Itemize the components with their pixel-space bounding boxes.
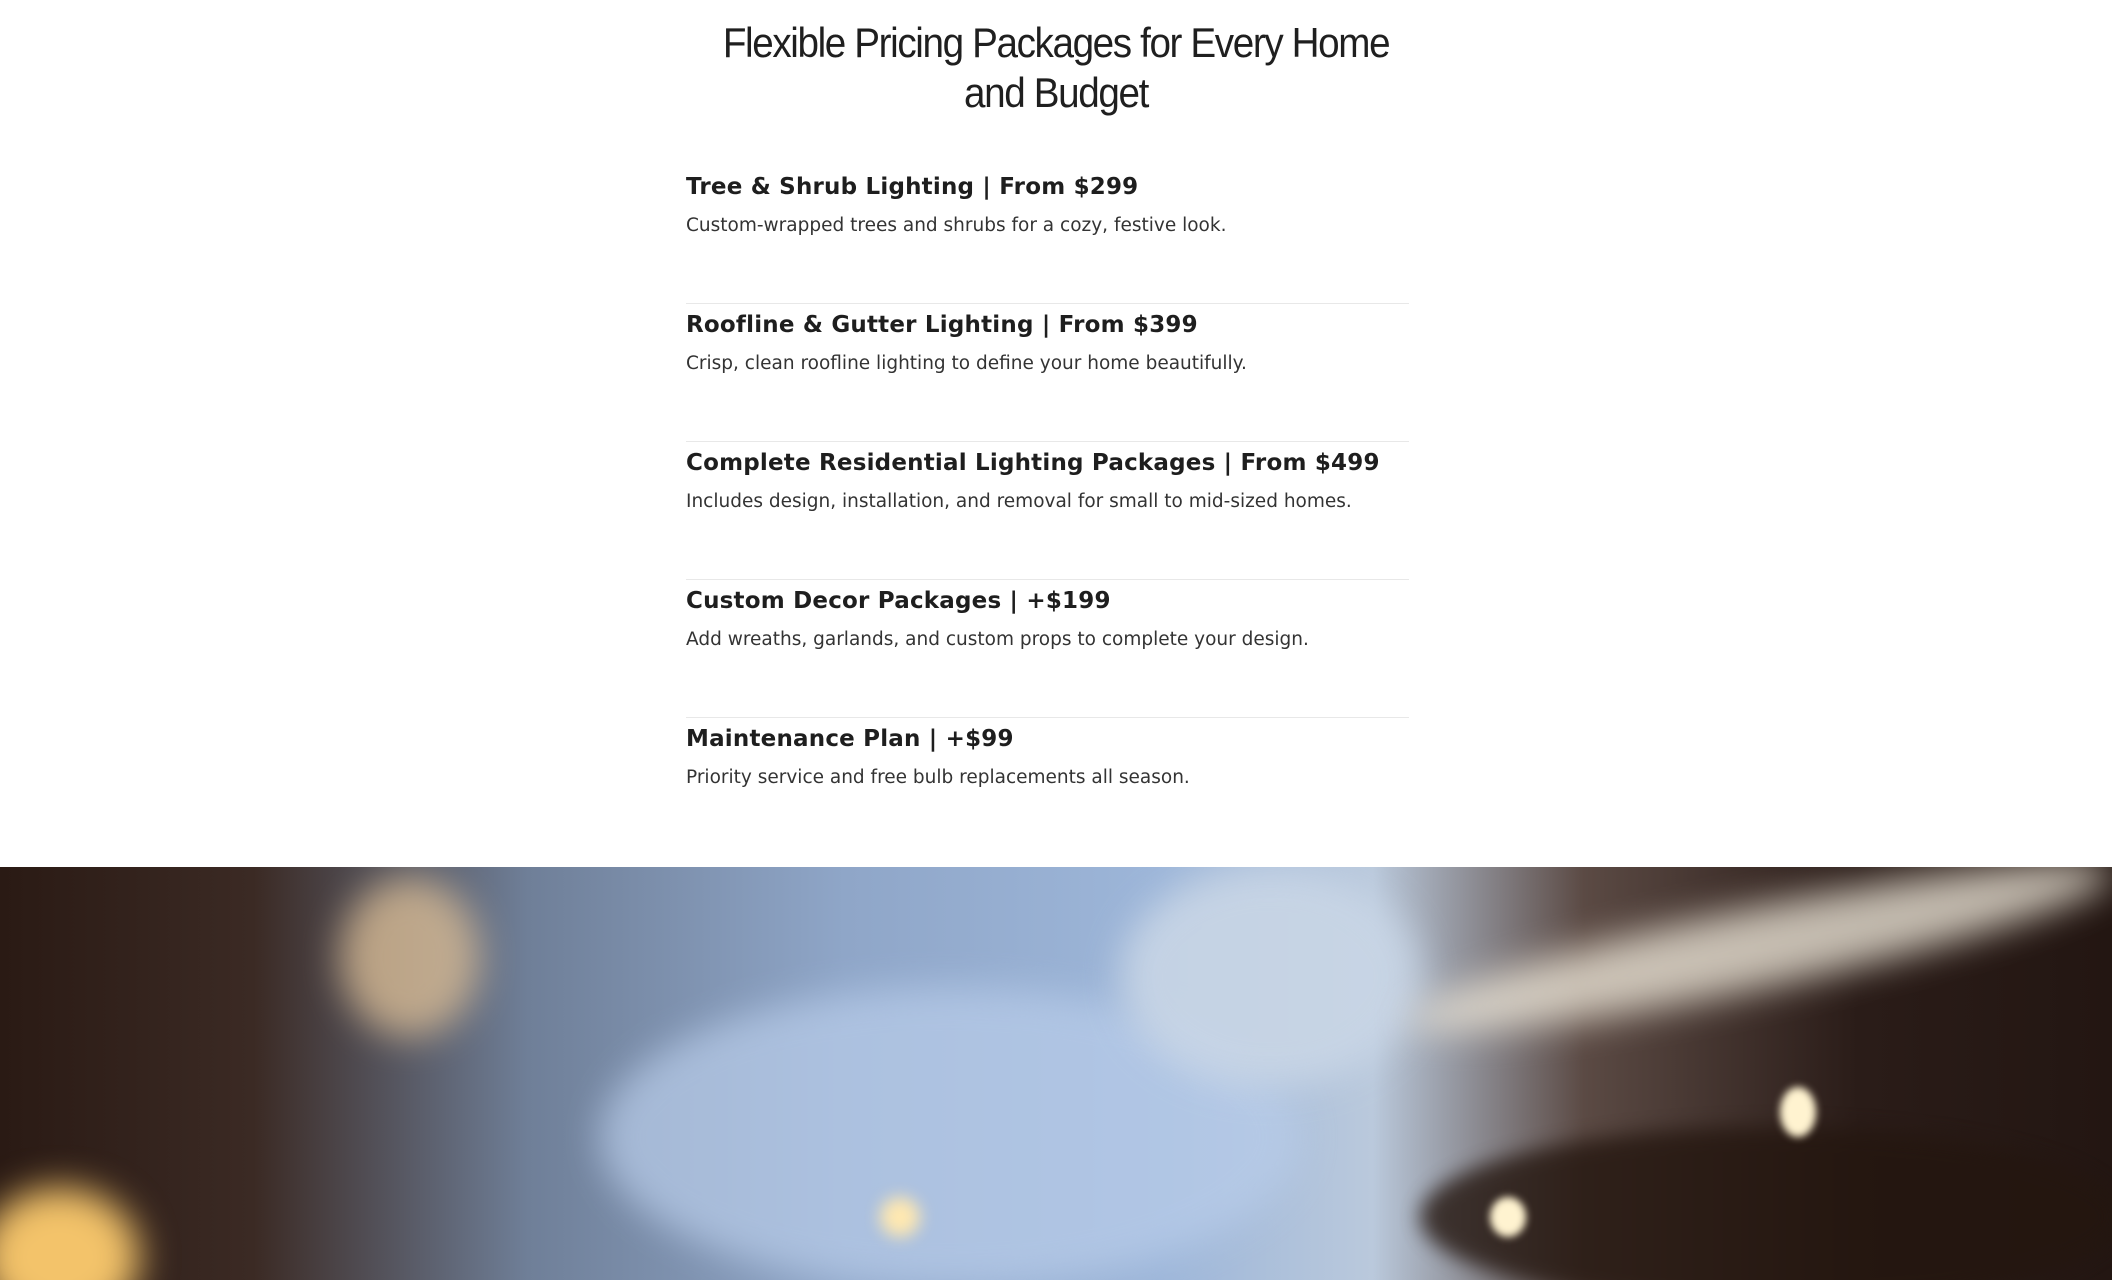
package-title: Maintenance Plan | +$99	[686, 726, 1014, 752]
pricing-item	[686, 304, 1409, 442]
package-title: Roofline & Gutter Lighting | From $399	[686, 312, 1198, 338]
pricing-item	[686, 442, 1409, 580]
pricing-item	[686, 580, 1409, 718]
pricing-item	[686, 718, 1409, 856]
package-description: Add wreaths, garlands, and custom props to complete your design.	[686, 629, 1309, 650]
package-title: Complete Residential Lighting Packages | From $499	[686, 450, 1380, 476]
package-description: Crisp, clean roofline lighting to define your home beautifully.	[686, 353, 1247, 374]
pricing-item	[686, 166, 1409, 304]
section-heading: Flexible Pricing Packages for Every Home and Budget	[722, 19, 1390, 116]
package-title: Tree & Shrub Lighting | From $299	[686, 174, 1139, 200]
package-description: Custom-wrapped trees and shrubs for a cozy, festive look.	[686, 215, 1227, 236]
package-title: Custom Decor Packages | +$199	[686, 588, 1111, 614]
package-description: Priority service and free bulb replacements all season.	[686, 767, 1190, 788]
package-description: Includes design, installation, and removal for small to mid-sized homes.	[686, 491, 1352, 512]
pricing-list	[686, 166, 1409, 856]
holiday-lights-photo	[0, 867, 2112, 1280]
